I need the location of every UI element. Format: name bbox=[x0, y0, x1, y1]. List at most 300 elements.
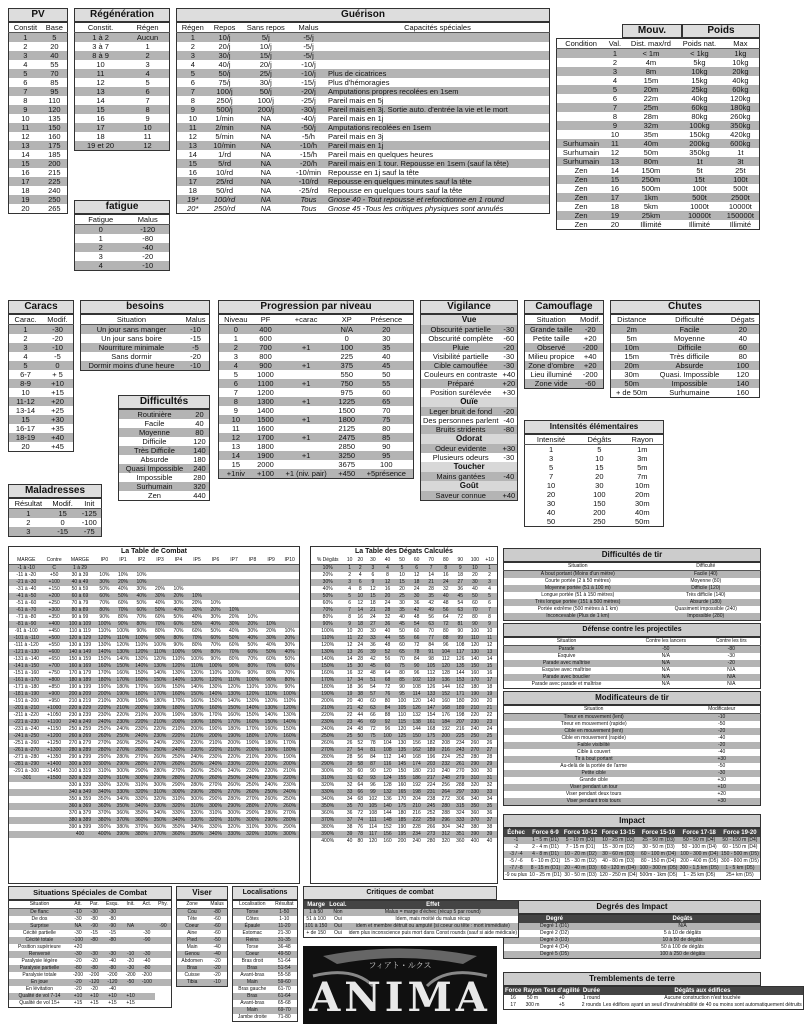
table-row bbox=[219, 379, 414, 388]
table-cell: 160% bbox=[151, 684, 170, 691]
table-row bbox=[311, 565, 497, 573]
table-cell: 900 bbox=[253, 361, 279, 370]
table-cell: 3 bbox=[344, 579, 355, 586]
table-cell: 80% bbox=[262, 670, 281, 677]
table-cell: 20* bbox=[177, 204, 209, 214]
table-cell: -15 bbox=[182, 334, 209, 343]
table-cell: 10 bbox=[525, 481, 578, 490]
table-cell: 60 - 100 m (D4) bbox=[638, 851, 678, 858]
table-cell: 18 bbox=[409, 579, 424, 586]
table-cell: 2 rounds bbox=[581, 1002, 602, 1008]
table-cell: 35 bbox=[482, 803, 497, 810]
table-cell: NA bbox=[241, 195, 292, 204]
table-cell bbox=[9, 803, 44, 810]
table-cell: 420kg bbox=[722, 130, 760, 139]
table-cell: 42 bbox=[355, 705, 366, 712]
table-cell: -100 bbox=[139, 979, 155, 986]
table-cell: 260kg bbox=[722, 112, 760, 121]
table-cell: 215 bbox=[42, 168, 68, 177]
table-row bbox=[311, 691, 497, 698]
table-cell: 55 bbox=[42, 60, 68, 69]
table-cell: Aucun bbox=[126, 33, 169, 43]
table-cell: Bruits stridents bbox=[421, 425, 501, 434]
table-cell: 21 bbox=[482, 705, 497, 712]
table-cell: 25 bbox=[344, 733, 355, 740]
table-cell: NA bbox=[241, 150, 292, 159]
table-cell: -20 bbox=[683, 728, 760, 735]
table-cell: 40 bbox=[380, 628, 395, 635]
modtir-title: Modificateurs de tir bbox=[503, 691, 761, 705]
table-cell: 124 bbox=[380, 775, 395, 782]
table-cell: +30 bbox=[42, 415, 73, 424]
table-cell bbox=[122, 944, 138, 951]
table-cell bbox=[206, 572, 225, 579]
table-cell: 5/j bbox=[241, 33, 292, 43]
table-cell: 3 bbox=[482, 579, 497, 586]
table-cell bbox=[225, 565, 244, 573]
table-cell: -25/rd bbox=[291, 186, 326, 195]
table-cell: 243 bbox=[453, 747, 468, 754]
table-cell: 270 à 279 bbox=[65, 740, 95, 747]
table-row bbox=[219, 397, 414, 406]
table-cell: 30 bbox=[409, 593, 424, 600]
table-cell: 18 bbox=[482, 684, 497, 691]
table-cell: 100% bbox=[206, 663, 225, 670]
table-cell: 100 - 300 m (D5) bbox=[639, 865, 678, 871]
table-cell: 400 bbox=[65, 831, 95, 838]
table-cell: 12 bbox=[219, 433, 253, 442]
table-row bbox=[233, 993, 298, 1000]
col-header: IP10 bbox=[280, 557, 299, 565]
table-cell: NA bbox=[241, 159, 292, 168]
table-cell: 22 bbox=[482, 712, 497, 719]
table-row bbox=[9, 123, 68, 132]
table-row bbox=[9, 60, 68, 69]
table-row bbox=[311, 796, 497, 803]
intensites-table bbox=[524, 420, 664, 527]
table-cell bbox=[280, 621, 299, 628]
table-cell: 330% bbox=[95, 782, 114, 789]
table-cell: 66 bbox=[355, 789, 366, 796]
table-cell: 132 bbox=[409, 712, 424, 719]
table-cell bbox=[188, 579, 207, 586]
table-cell bbox=[9, 824, 44, 831]
table-cell: 160 bbox=[42, 132, 68, 141]
table-row bbox=[9, 754, 299, 761]
table-cell: Estomac bbox=[233, 930, 272, 937]
table-cell: N/A bbox=[629, 681, 702, 689]
table-cell: 59-60 bbox=[272, 979, 298, 986]
table-cell: 15 bbox=[605, 175, 625, 184]
table-cell: Oui bbox=[328, 923, 347, 930]
table-cell: 40% bbox=[206, 621, 225, 628]
table-cell: 15 bbox=[9, 415, 43, 424]
table-row bbox=[525, 445, 664, 455]
table-cell: 1 bbox=[75, 234, 127, 243]
table-row bbox=[525, 325, 604, 335]
table-cell: 60 bbox=[409, 628, 424, 635]
table-cell: 280% bbox=[132, 761, 151, 768]
table-cell: NA bbox=[241, 141, 292, 150]
table-cell: 180 bbox=[190, 455, 210, 464]
table-cell: 10/j bbox=[209, 33, 241, 43]
table-cell: 290% bbox=[280, 824, 299, 831]
table-cell: 3 bbox=[219, 352, 253, 361]
table-cell: N/A bbox=[605, 923, 761, 930]
table-cell: 340% bbox=[169, 817, 188, 824]
table-cell: Esquive avec maîtrise bbox=[504, 667, 630, 674]
table-cell: 140 bbox=[727, 379, 760, 388]
table-cell: 180% bbox=[95, 677, 114, 684]
table-cell bbox=[155, 916, 172, 923]
table-row bbox=[421, 491, 518, 501]
table-row bbox=[219, 469, 414, 479]
table-cell: 120% bbox=[95, 635, 114, 642]
table-cell: 120% bbox=[132, 649, 151, 656]
table-row bbox=[233, 916, 298, 923]
table-row bbox=[557, 175, 760, 184]
table-cell: -231 à -240 bbox=[9, 726, 44, 733]
table-cell: 51-54 bbox=[272, 965, 298, 972]
table-cell: 20m bbox=[611, 361, 653, 370]
table-cell: 100 bbox=[395, 698, 410, 705]
table-cell: -301 bbox=[9, 775, 44, 782]
table-cell: 12 bbox=[177, 132, 209, 141]
table-cell: 1/min bbox=[209, 114, 241, 123]
table-cell: Zen bbox=[557, 184, 606, 193]
table-cell: +900 bbox=[44, 691, 65, 698]
table-row bbox=[311, 572, 497, 579]
table-row bbox=[504, 592, 761, 599]
table-cell: En lévitation bbox=[9, 986, 70, 993]
table-cell: 230% bbox=[114, 719, 133, 726]
table-cell: 96 bbox=[380, 726, 395, 733]
table-cell: 100% bbox=[188, 656, 207, 663]
col-header: IP0 bbox=[95, 557, 114, 565]
table-cell: 160% bbox=[311, 670, 344, 677]
table-cell: 116 bbox=[380, 761, 395, 768]
table-row bbox=[9, 51, 68, 60]
table-cell: 1800 bbox=[334, 415, 360, 424]
table-cell: 80% bbox=[311, 614, 344, 621]
table-cell bbox=[155, 944, 172, 951]
table-cell: 500/j bbox=[209, 105, 241, 114]
table-cell bbox=[155, 951, 172, 958]
table-cell: 330 à 339 bbox=[65, 782, 95, 789]
table-cell: 13 bbox=[75, 87, 127, 96]
table-cell: Renversé bbox=[9, 951, 70, 958]
table-cell bbox=[9, 789, 44, 796]
table-cell: 2000 bbox=[253, 460, 279, 469]
table-cell: 160 à 169 bbox=[65, 663, 95, 670]
table-cell: -10/min bbox=[291, 168, 326, 177]
table-cell: 1 à 50 bbox=[304, 909, 329, 916]
table-cell: 300% bbox=[206, 803, 225, 810]
table-cell: +15 bbox=[122, 1000, 138, 1008]
table-cell: 200% bbox=[311, 698, 344, 705]
table-row bbox=[75, 69, 170, 78]
table-cell: +1250 bbox=[44, 740, 65, 747]
table-cell: 252 bbox=[424, 810, 439, 817]
table-cell: 7 bbox=[177, 87, 209, 96]
table-cell: 30% bbox=[243, 628, 262, 635]
table-cell: Paralysie partielle bbox=[9, 965, 70, 972]
table-cell: Pareil mais en 3j bbox=[326, 132, 550, 141]
table-cell: 19 et 20 bbox=[75, 141, 127, 151]
table-cell: 171 bbox=[453, 691, 468, 698]
table-cell: 66 bbox=[409, 635, 424, 642]
table-cell: 350% bbox=[132, 810, 151, 817]
table-cell: 20% bbox=[225, 614, 244, 621]
table-cell: 40% bbox=[243, 635, 262, 642]
table-cell: 76 bbox=[355, 824, 366, 831]
col-header: Att. bbox=[70, 901, 86, 909]
table-row bbox=[311, 838, 497, 845]
table-cell: 50/j bbox=[241, 87, 292, 96]
table-cell bbox=[9, 810, 44, 817]
table-cell: -100 bbox=[70, 937, 86, 944]
table-cell: 32 bbox=[380, 614, 395, 621]
table-cell: 7 bbox=[424, 565, 439, 573]
table-cell: -120 bbox=[126, 225, 169, 235]
table-cell: 90% bbox=[188, 649, 207, 656]
table-cell: 40% bbox=[188, 614, 207, 621]
table-cell: 65-68 bbox=[272, 1000, 298, 1007]
table-cell: 50% bbox=[169, 614, 188, 621]
table-cell: -40 bbox=[139, 958, 155, 965]
table-cell: 750 bbox=[334, 379, 360, 388]
table-cell: 270% bbox=[188, 775, 207, 782]
table-cell: +1050 bbox=[44, 712, 65, 719]
table-cell: 150000t bbox=[722, 211, 760, 220]
table-cell: 250% bbox=[280, 796, 299, 803]
table-cell: 10% bbox=[169, 586, 188, 593]
table-cell: +25 bbox=[42, 406, 73, 415]
table-cell bbox=[557, 67, 606, 76]
table-cell: 60kg bbox=[677, 103, 722, 112]
table-cell: -80 bbox=[500, 425, 517, 434]
table-cell: Grande taille bbox=[525, 325, 578, 335]
table-cell: -200 bbox=[577, 343, 603, 352]
table-cell: 160% bbox=[114, 670, 133, 677]
table-row bbox=[9, 972, 172, 979]
table-row bbox=[311, 635, 497, 642]
table-cell: 9 bbox=[366, 579, 381, 586]
table-cell: 120 bbox=[468, 642, 483, 649]
table-cell: 10% bbox=[114, 572, 133, 579]
tir-table bbox=[503, 548, 761, 806]
col-header: Situation bbox=[9, 901, 70, 909]
col-header: Contre les lancers bbox=[629, 638, 702, 646]
table-cell: Surhumain bbox=[557, 139, 606, 148]
table-cell: 250% bbox=[243, 782, 262, 789]
table-cell: 4 bbox=[219, 361, 253, 370]
table-row bbox=[421, 379, 518, 388]
table-cell: 140% bbox=[311, 656, 344, 663]
table-cell: -10 bbox=[207, 979, 227, 987]
col-header: Régen bbox=[126, 23, 169, 33]
table-cell: 260% bbox=[311, 740, 344, 747]
table-row bbox=[504, 791, 761, 798]
col-header: Malus bbox=[291, 23, 326, 33]
table-cell: 20% bbox=[243, 621, 262, 628]
table-cell: -200 bbox=[102, 972, 122, 979]
table-cell: 160% bbox=[225, 712, 244, 719]
table-cell: 340 à 349 bbox=[65, 789, 95, 796]
table-cell: 28m bbox=[625, 112, 678, 121]
table-cell: 40 bbox=[190, 419, 210, 428]
table-cell: 270% bbox=[262, 803, 281, 810]
table-cell bbox=[9, 782, 44, 789]
table-cell: 10% bbox=[262, 621, 281, 628]
table-cell: 78 bbox=[366, 740, 381, 747]
table-cell: -30 bbox=[42, 325, 73, 335]
table-cell: 14 bbox=[219, 451, 253, 460]
table-cell: 105 bbox=[395, 705, 410, 712]
table-cell bbox=[280, 593, 299, 600]
table-cell: 18 bbox=[355, 621, 366, 628]
table-cell: 17 bbox=[482, 677, 497, 684]
table-cell: -50 bbox=[207, 937, 227, 944]
table-cell: 25kg bbox=[677, 85, 722, 94]
table-cell: 74 bbox=[355, 817, 366, 824]
table-cell: 120% bbox=[151, 656, 170, 663]
table-row bbox=[525, 370, 604, 379]
table-cell: 3m bbox=[622, 454, 664, 463]
table-cell: 6 bbox=[9, 78, 42, 87]
table-cell: -5/h bbox=[291, 132, 326, 141]
table-cell: Oui bbox=[328, 916, 347, 923]
table-cell: 60 bbox=[355, 768, 366, 775]
camouflage-table bbox=[524, 300, 604, 389]
table-cell: -80 bbox=[126, 234, 169, 243]
table-row bbox=[9, 803, 299, 810]
table-row bbox=[504, 681, 761, 689]
table-cell: 6-7 bbox=[9, 370, 43, 379]
table-cell: 2 bbox=[9, 42, 42, 51]
table-cell: -60 bbox=[207, 930, 227, 937]
table-cell: -200 bbox=[70, 972, 86, 979]
table-cell: 20% bbox=[262, 628, 281, 635]
col-header: IP3 bbox=[151, 557, 170, 565]
table-cell: 49-50 bbox=[272, 951, 298, 958]
table-cell: 1km bbox=[625, 193, 678, 202]
table-cell: 48 bbox=[366, 670, 381, 677]
table-cell: 300% bbox=[95, 761, 114, 768]
table-cell: 140% bbox=[114, 656, 133, 663]
table-cell: 280 bbox=[190, 473, 210, 482]
table-cell: 140 à 149 bbox=[65, 649, 95, 656]
col-header: IP2 bbox=[132, 557, 151, 565]
table-cell: 310% bbox=[262, 831, 281, 838]
col-header: Modificateur bbox=[683, 706, 760, 714]
col-header: Force bbox=[505, 988, 522, 994]
table-cell: 140% bbox=[151, 670, 170, 677]
table-cell: 25m bbox=[625, 103, 678, 112]
table-cell: 80% bbox=[188, 642, 207, 649]
table-cell: 168 bbox=[438, 705, 453, 712]
table-cell: -30 bbox=[500, 325, 517, 334]
table-row bbox=[504, 784, 761, 791]
col-header: Test d'agilité bbox=[543, 988, 580, 994]
table-row bbox=[9, 442, 74, 452]
table-cell: 1/rd bbox=[209, 150, 241, 159]
table-cell: 160 bbox=[438, 698, 453, 705]
table-cell: Bras bbox=[177, 965, 208, 972]
table-cell: Tête bbox=[177, 916, 208, 923]
table-cell: +1500 bbox=[44, 775, 65, 782]
table-cell: 120% bbox=[114, 642, 133, 649]
table-cell: 26 bbox=[482, 740, 497, 747]
table-cell: -80 bbox=[70, 965, 86, 972]
table-row bbox=[9, 159, 68, 168]
table-row bbox=[177, 979, 228, 987]
table-cell: -51 à -60 bbox=[9, 600, 44, 607]
table-cell: 10 bbox=[355, 593, 366, 600]
table-cell: Tireur en mouvement (rapide) bbox=[504, 721, 684, 728]
table-cell: Impossible bbox=[652, 379, 726, 388]
table-cell: 75 bbox=[366, 733, 381, 740]
table-cell: -21 à -30 bbox=[9, 579, 44, 586]
table-cell: 50% bbox=[188, 621, 207, 628]
col-header: 90 bbox=[453, 557, 468, 565]
table-cell: 90% bbox=[169, 642, 188, 649]
table-cell: 70% bbox=[262, 663, 281, 670]
table-cell: 70 bbox=[424, 628, 439, 635]
table-row bbox=[311, 782, 497, 789]
table-cell: 1 - 25 km (D5) bbox=[679, 872, 720, 880]
table-cell: 132 bbox=[380, 789, 395, 796]
table-cell: 320% bbox=[311, 782, 344, 789]
table-cell: 21 bbox=[344, 705, 355, 712]
difficultes-table bbox=[118, 395, 210, 501]
table-row bbox=[9, 965, 172, 972]
table-cell: 60% bbox=[169, 621, 188, 628]
table-row bbox=[75, 114, 170, 123]
table-cell: 208 bbox=[438, 740, 453, 747]
table-cell: Cou bbox=[177, 909, 208, 917]
table-cell: 2 bbox=[482, 572, 497, 579]
table-cell: Surhumain bbox=[557, 157, 606, 166]
table-cell: 198 bbox=[409, 789, 424, 796]
table-row bbox=[9, 944, 172, 951]
table-row bbox=[9, 509, 102, 519]
table-cell: 72 bbox=[380, 684, 395, 691]
table-cell: 40/j bbox=[209, 60, 241, 69]
table-cell: -1 à -10 bbox=[9, 565, 44, 573]
table-cell: 160% bbox=[188, 698, 207, 705]
table-cell: 140% bbox=[206, 691, 225, 698]
table-cell: 250% bbox=[311, 733, 344, 740]
table-cell: 2125 bbox=[334, 424, 360, 433]
table-cell: 44 bbox=[355, 712, 366, 719]
table-cell: 60% bbox=[225, 642, 244, 649]
table-row bbox=[611, 334, 760, 343]
table-cell: 230 à 239 bbox=[65, 712, 95, 719]
table-cell: 54 bbox=[409, 621, 424, 628]
table-cell: Tireur en mouvement (lent) bbox=[504, 714, 684, 722]
table-cell: 130% bbox=[114, 649, 133, 656]
table-row bbox=[611, 379, 760, 388]
table-cell: 330 bbox=[468, 789, 483, 796]
table-cell: 170% bbox=[243, 726, 262, 733]
tremblements-title: Tremblements de terre bbox=[503, 972, 761, 986]
table-cell: 290% bbox=[225, 803, 244, 810]
table-row bbox=[311, 719, 497, 726]
table-cell: Main bbox=[233, 979, 272, 986]
table-row bbox=[9, 614, 299, 621]
table-row bbox=[504, 585, 761, 592]
